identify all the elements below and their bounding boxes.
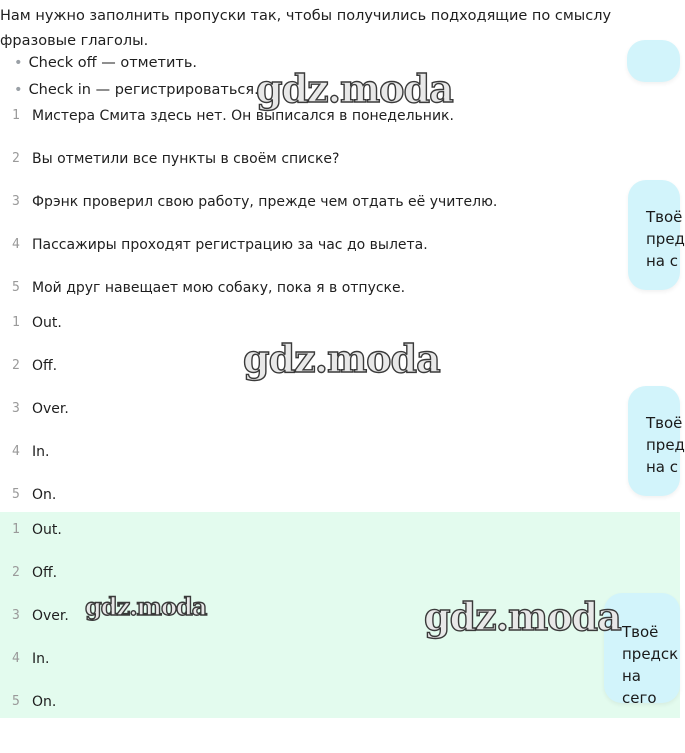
- bullet-icon: •: [14, 82, 23, 98]
- watermark-logo: gdz.moda: [243, 336, 440, 381]
- answer-row-4: 4 In.: [12, 444, 50, 460]
- highlighted-answer-row-3: 3 Over.: [12, 608, 69, 624]
- highlighted-answer-row-4: 4 In.: [12, 651, 50, 667]
- watermark-logo: gdz.moda: [256, 66, 453, 111]
- answer-row-2: 2 Off.: [12, 358, 58, 374]
- answer-row-5: 5 On.: [12, 487, 57, 503]
- translation-row-4: 4 Пассажиры проходят регистрацию за час до вылета.: [12, 237, 428, 253]
- watermark-logo: gdz.moda: [424, 594, 621, 639]
- translation-row-3: 3 Фрэнк проверил свою работу, прежде чем отдать её учителю.: [12, 194, 498, 210]
- phrasal-verb-list: [14, 52, 259, 106]
- chat-bubble-1[interactable]: Твоё пред на с: [628, 180, 680, 290]
- answer-row-1: 1 Out.: [12, 315, 62, 331]
- chat-bubble-top[interactable]: [627, 40, 680, 82]
- highlighted-answer-row-2: 2 Off.: [12, 565, 58, 581]
- translation-row-2: 2 Вы отметили все пункты в своём списке?: [12, 151, 340, 167]
- translation-row-1: 1 Мистера Смита здесь нет. Он выписался в понедельник.: [12, 108, 454, 124]
- answer-row-3: 3 Over.: [12, 401, 69, 417]
- task-intro: Нам нужно заполнить пропуски так, чтобы получились подходящие по смыслу фразовые глаголы.: [0, 8, 612, 49]
- translation-row-5: 5 Мой друг навещает мою собаку, пока я в отпуске.: [12, 280, 406, 296]
- chat-bubble-3[interactable]: Твоё предск на сего: [604, 593, 680, 703]
- chat-bubble-2[interactable]: Твоё пред на с: [628, 386, 680, 496]
- watermark-logo: gdz.moda: [85, 592, 207, 621]
- highlighted-answer-row-5: 5 On.: [12, 694, 57, 710]
- bullet-icon: •: [14, 55, 23, 71]
- list-item: • Check off — отметить.: [14, 55, 198, 71]
- list-item: • Check in — регистрироваться.: [14, 82, 259, 98]
- highlighted-answer-row-1: 1 Out.: [12, 522, 62, 538]
